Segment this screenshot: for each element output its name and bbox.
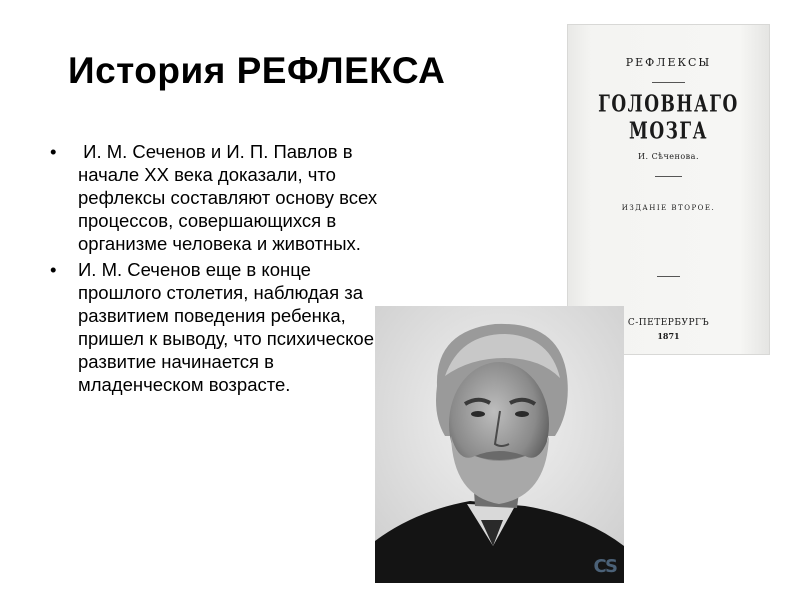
portrait-photo	[375, 306, 624, 583]
book-city: С-ПЕТЕРБУРГЪ	[627, 318, 710, 328]
book-author: И. Сѣченова.	[638, 152, 699, 161]
bullet-text: И. М. Сеченов и И. П. Павлов в начале XX века доказали, что рефлексы составляют основу всех процессов, совершающихся в организме человека и животных.	[78, 141, 383, 254]
bullet-marker: •	[50, 141, 57, 162]
bullet-item	[50, 140, 383, 255]
watermark: CS	[593, 556, 616, 577]
book-title-line2: ГОЛОВНАГО МОЗГА	[598, 91, 739, 145]
bullet-marker: •	[50, 259, 57, 280]
bullet-item	[50, 258, 380, 396]
book-edition: ИЗДАНІЕ ВТОРОЕ.	[621, 204, 716, 212]
divider	[655, 176, 682, 177]
book-title-line1: РЕФЛЕКСЫ	[625, 56, 712, 69]
bullet-text: И. М. Сеченов еще в конце прошлого столетия, наблюдая за развитием поведения ребенка, пришел к выводу, что психическое развитие начинается в младенческом возрасте.	[78, 259, 374, 395]
divider	[657, 276, 680, 277]
book-year: 1871	[657, 331, 680, 341]
slide-title: История РЕФЛЕКСА	[68, 50, 446, 91]
divider	[652, 82, 685, 83]
bullet-list	[50, 140, 383, 399]
portrait-illustration	[375, 306, 624, 583]
